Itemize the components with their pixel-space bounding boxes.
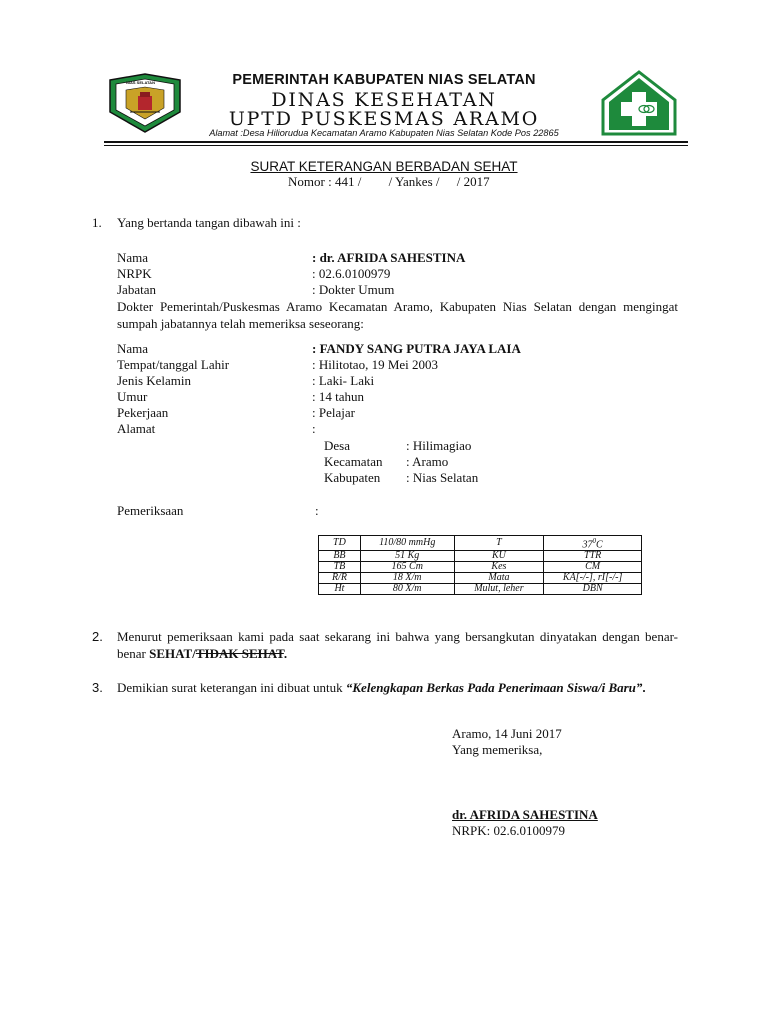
section3-end: . <box>642 680 646 695</box>
header-unit: UPTD PUSKESMAS ARAMO <box>228 108 540 130</box>
signer-position-value: : Dokter Umum <box>312 282 395 297</box>
exam-cell: TB <box>319 562 361 573</box>
exam-cell: TD <box>319 536 361 551</box>
header-rule-thick <box>104 141 688 143</box>
exam-label: Pemeriksaan <box>117 503 184 518</box>
nomor-label: Nomor : 441 / <box>288 174 362 189</box>
address-regency-label: Kabupaten <box>324 470 381 485</box>
section2-end: . <box>283 646 288 661</box>
patient-job-value: : Pelajar <box>312 405 355 420</box>
table-row <box>319 536 642 551</box>
patient-address-label: Alamat <box>117 421 156 436</box>
patient-birth-label: Tempat/tanggal Lahir <box>117 357 230 372</box>
header-government: PEMERINTAH KABUPATEN NIAS SELATAN <box>232 72 536 88</box>
exam-cell: Ht <box>319 584 361 595</box>
patient-name-value: : FANDY SANG PUTRA JAYA LAIA <box>312 341 521 356</box>
regency-logo <box>104 72 186 134</box>
header-address: Alamat :Desa Hiliorudua Kecamatan Aramo Kabupaten Nias Selatan Kode Pos 22865 <box>209 128 559 138</box>
logo-text: NIAS SELATAN <box>126 80 155 85</box>
signer-name-value: : dr. AFRIDA SAHESTINA <box>312 250 466 265</box>
exam-cell: DBN <box>544 584 642 595</box>
exam-cell: 18 X/m <box>360 573 454 584</box>
sehat-option: SEHAT/ <box>149 646 196 661</box>
exam-cell: KU <box>454 551 544 562</box>
table-row <box>319 562 642 573</box>
address-village-label: Desa <box>324 438 350 453</box>
address-district-label: Kecamatan <box>324 454 383 469</box>
exam-cell: KA[-/-], rI[-/-] <box>544 573 642 584</box>
temp-unit: C <box>596 539 603 551</box>
nomor-end: / 2017 <box>456 174 490 189</box>
letter-title: SURAT KETERANGAN BERBADAN SEHAT <box>250 159 518 174</box>
exam-cell: 165 Cm <box>360 562 454 573</box>
exam-colon: : <box>315 503 319 518</box>
section3-text <box>117 679 678 696</box>
section1-number: 1. <box>92 215 102 230</box>
address-district-value: : Aramo <box>406 454 449 469</box>
section3-number: 3. <box>92 680 103 695</box>
exam-cell-temperature <box>544 536 642 551</box>
tidak-sehat-option: TIDAK SEHAT <box>195 646 284 661</box>
exam-cell: 80 X/m <box>360 584 454 595</box>
exam-cell: CM <box>544 562 642 573</box>
exam-cell: Kes <box>454 562 544 573</box>
patient-gender-label: Jenis Kelamin <box>117 373 192 388</box>
temp-value: 37 <box>582 539 593 551</box>
letter-number <box>288 174 490 190</box>
exam-table <box>318 535 642 595</box>
exam-cell: BB <box>319 551 361 562</box>
patient-age-value: : 14 tahun <box>312 389 364 404</box>
exam-cell: 110/80 mmHg <box>360 536 454 551</box>
signature-name: dr. AFRIDA SAHESTINA <box>452 807 598 822</box>
address-regency-value: : Nias Selatan <box>406 470 479 485</box>
exam-cell: 51 Kg <box>360 551 454 562</box>
exam-cell: Mulut, leher <box>454 584 544 595</box>
signature-place-date: Aramo, 14 Juni 2017 <box>452 726 562 741</box>
section2-number: 2. <box>92 629 103 644</box>
section3-body: Demikian surat keterangan ini dibuat untuk <box>117 680 343 695</box>
temp-sup: 0 <box>592 537 597 545</box>
patient-name-label: Nama <box>117 341 149 356</box>
exam-cell: TTR <box>544 551 642 562</box>
table-row <box>319 584 642 595</box>
patient-age-label: Umur <box>117 389 148 404</box>
header-department: DINAS KESEHATAN <box>271 89 497 111</box>
patient-birth-value: : Hilitotao, 19 Mei 2003 <box>312 357 439 372</box>
exam-cell: Mata <box>454 573 544 584</box>
table-row <box>319 551 642 562</box>
exam-cell: T <box>454 536 544 551</box>
section3-purpose: “Kelengkapan Berkas Pada Penerimaan Siswa/i Baru” <box>345 680 643 695</box>
exam-cell: R/R <box>319 573 361 584</box>
signer-nrpk-label: NRPK <box>117 266 152 281</box>
section2-body: Menurut pemeriksaan kami pada saat sekarang ini bahwa yang bersangkutan dinyatakan dengan benar-benar <box>117 629 678 661</box>
patient-address-colon: : <box>312 421 316 436</box>
signature-nrpk: NRPK: 02.6.0100979 <box>452 823 566 838</box>
patient-job-label: Pekerjaan <box>117 405 169 420</box>
signer-statement: Dokter Pemerintah/Puskesmas Aramo Kecamatan Aramo, Kabupaten Nias Selatan dengan mengingat sumpah jabatannya telah memeriksa seseorang: <box>117 299 678 331</box>
nomor-mid: / Yankes / <box>388 174 440 189</box>
patient-gender-value: : Laki- Laki <box>312 373 375 388</box>
signer-position-label: Jabatan <box>117 282 156 297</box>
signature-role: Yang memeriksa, <box>452 742 543 757</box>
puskesmas-logo <box>601 70 677 136</box>
signer-name-label: Nama <box>117 250 149 265</box>
header-rule-thin <box>104 145 688 146</box>
section2-text <box>117 628 678 662</box>
section1-intro: Yang bertanda tangan dibawah ini : <box>117 215 301 230</box>
address-village-value: : Hilimagiao <box>406 438 472 453</box>
table-row <box>319 573 642 584</box>
signer-nrpk-value: : 02.6.0100979 <box>312 266 391 281</box>
